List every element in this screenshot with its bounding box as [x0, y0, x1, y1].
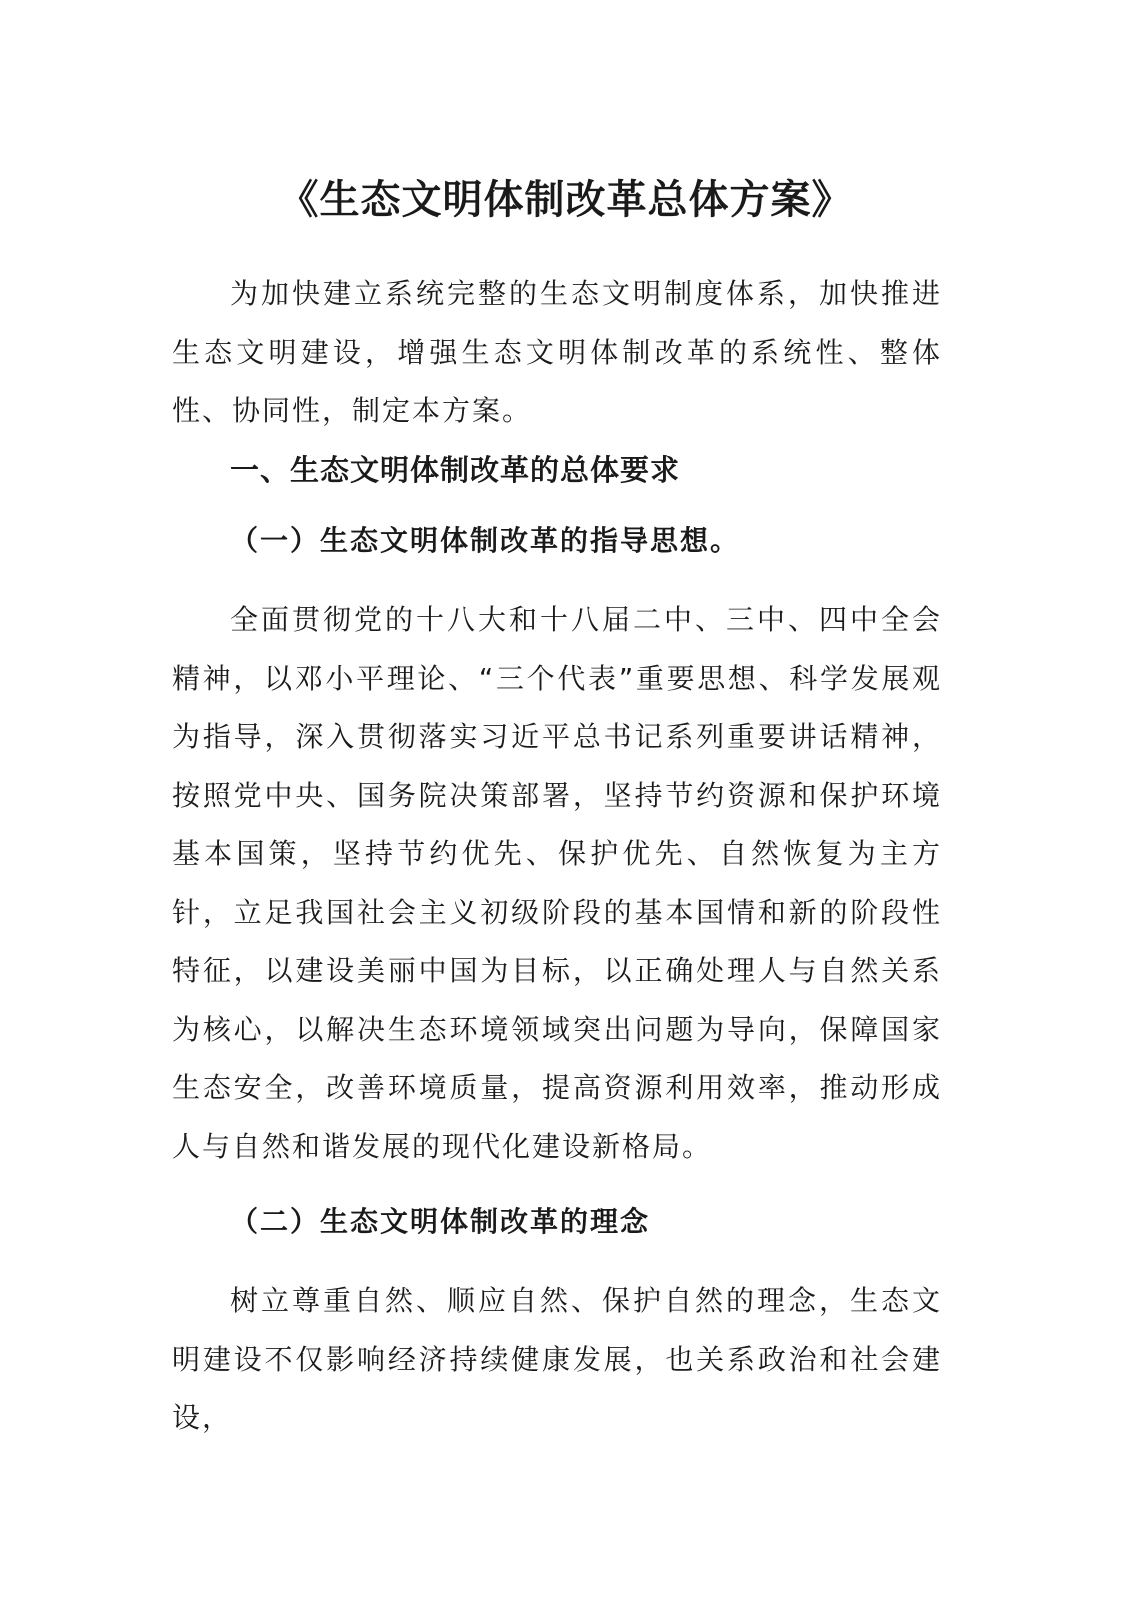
- document-title: 《生态文明体制改革总体方案》: [278, 176, 853, 223]
- section-1-heading: 一、生态文明体制改革的总体要求: [230, 453, 681, 487]
- subsection-2-heading: （二）生态文明体制改革的理念: [230, 1205, 651, 1238]
- subsection-1-heading: （一）生态文明体制改革的指导思想。: [230, 524, 741, 557]
- concept-paragraph: 树立尊重自然、顺应自然、保护自然的理念，生态文明建设不仅影响经济持续健康发展，也关系政治和社会建设，: [172, 1284, 942, 1434]
- guiding-ideology-paragraph: 全面贯彻党的十八大和十八届二中、三中、四中全会精神，以邓小平理论、“三个代表”重要思想、科学发展观为指导，深入贯彻落实习近平总书记系列重要讲话精神，按照党中央、国务院决策部署，坚持节约资源和保护环境基本国策，坚持节约优先、保护优先、自然恢复为主方针，立足我国社会主义初级阶段的基本国情和新的阶段性特征，以建设美丽中国为目标，以正确处理人与自然关系为核心，以解决生态环境领域突出问题为导向，保障国家生态安全，改善环境质量，提高资源利用效率，推动形成人与自然和谐发展的现代化建设新格局。: [172, 603, 942, 1163]
- intro-paragraph: 为加快建立系统完整的生态文明制度体系，加快推进生态文明建设，增强生态文明体制改革的系统性、整体性、协同性，制定本方案。: [172, 277, 942, 427]
